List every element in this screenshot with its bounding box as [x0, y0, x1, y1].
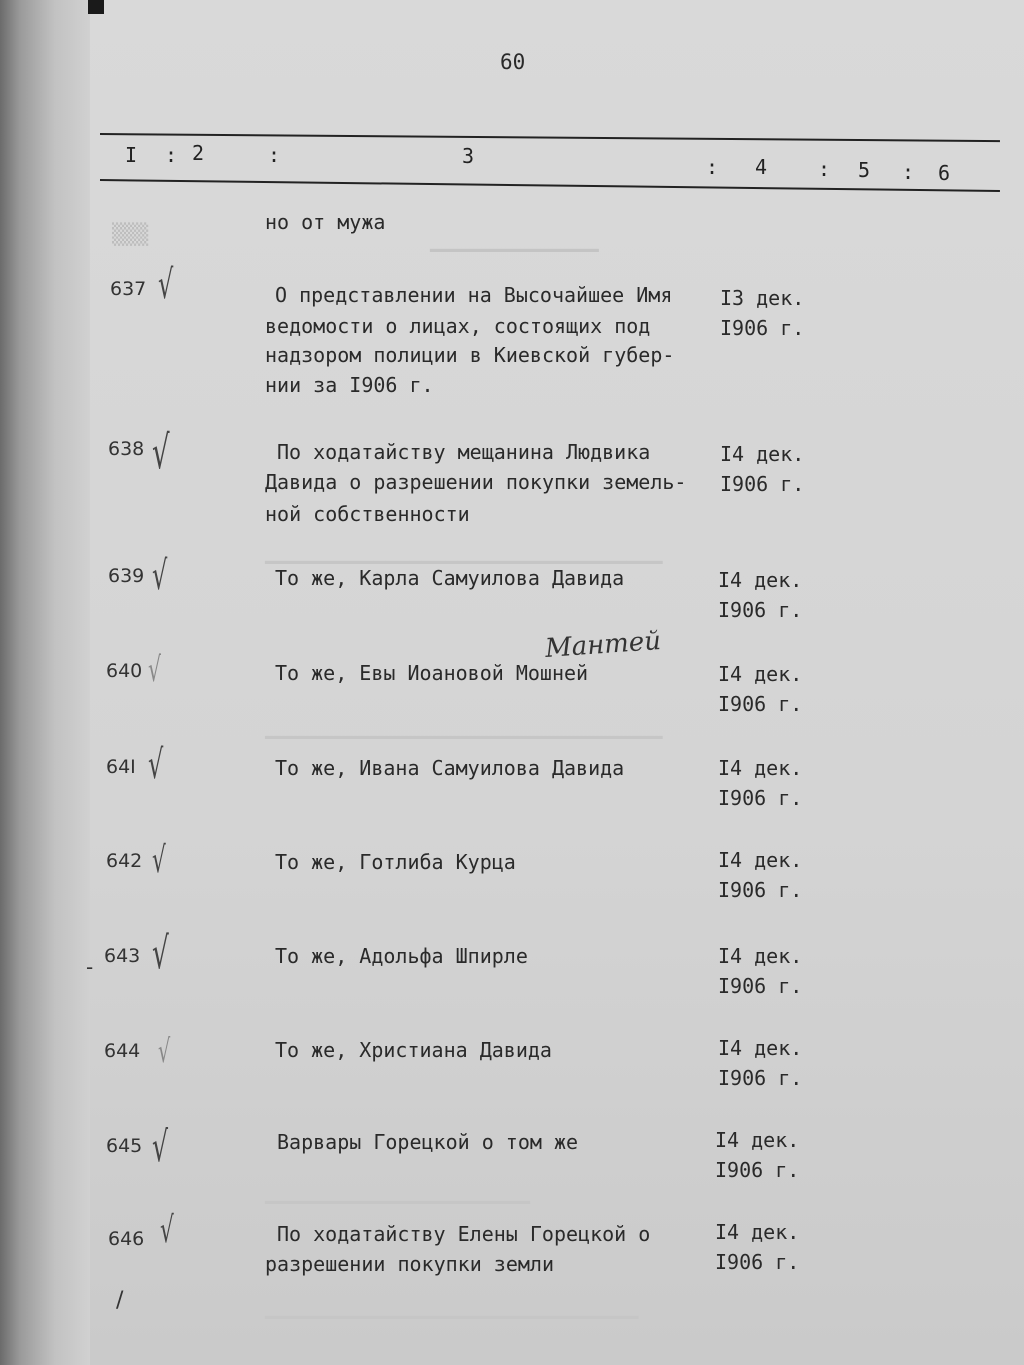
- bleed-through: ▁▁▁▁▁▁▁▁▁▁▁▁▁▁▁▁▁▁▁▁▁▁▁▁▁▁▁▁▁▁▁▁▁: [265, 540, 663, 564]
- entry-number: 638: [108, 438, 145, 460]
- entry-title-line: То же, Христиана Давида: [275, 1038, 552, 1062]
- bleed-through: ▁▁▁▁▁▁▁▁▁▁▁▁▁▁▁▁▁▁▁▁▁▁▁▁▁▁▁▁▁▁▁: [265, 1295, 639, 1319]
- entry-title-line: нии за I906 г.: [265, 373, 434, 397]
- page-binding-shadow: [0, 0, 95, 1365]
- entry-title-line: То же, Евы Иоановой Мошней: [275, 661, 589, 685]
- entry-number: 640: [106, 660, 143, 682]
- entry-date-day: I4 дек.: [718, 568, 803, 592]
- column-separator: :: [268, 143, 281, 167]
- entry-number: 644: [104, 1040, 141, 1062]
- entry-date-year: I906 г.: [715, 1250, 800, 1274]
- entry-date-year: I906 г.: [720, 472, 805, 496]
- column-separator: :: [902, 160, 915, 184]
- entry-date-day: I4 дек.: [718, 848, 803, 872]
- entry-date-day: I3 дек.: [720, 286, 805, 310]
- column-separator: :: [165, 143, 178, 167]
- column-header-1: I: [125, 143, 138, 167]
- entry-title-line: Варвары Горецкой о том же: [277, 1130, 579, 1154]
- entry-title-line: По ходатайству Елены Горецкой о: [277, 1222, 651, 1246]
- entry-date-year: I906 г.: [718, 1066, 803, 1090]
- page-number: 60: [500, 50, 526, 74]
- column-separator: :: [706, 155, 719, 179]
- entry-number: 643: [104, 945, 141, 967]
- checkmark-icon: √: [158, 262, 174, 308]
- entry-date-day: I4 дек.: [718, 662, 803, 686]
- entry-date-day: I4 дек.: [715, 1220, 800, 1244]
- entry-title-line: По ходатайству мещанина Людвика: [277, 440, 651, 464]
- checkmark-icon: √: [152, 425, 170, 479]
- checkmark-icon: √: [152, 928, 169, 979]
- entry-title-line: То же, Готлиба Курца: [275, 850, 516, 874]
- entry-date-year: I906 г.: [718, 692, 803, 716]
- checkmark-icon: √: [152, 1122, 169, 1171]
- entry-date-year: I906 г.: [718, 786, 803, 810]
- bleed-through: ▁▁▁▁▁▁▁▁▁▁▁▁▁▁▁▁▁▁▁▁▁▁: [265, 1180, 530, 1204]
- entry-number: 637: [110, 278, 147, 300]
- checkmark-icon: √: [152, 553, 168, 599]
- column-header-3: 3: [462, 144, 475, 168]
- entry-title-line: разрешении покупки земли: [265, 1252, 554, 1276]
- handwritten-annotation: Мантей: [544, 625, 662, 665]
- checkmark-icon: √: [158, 1032, 171, 1070]
- entry-title-line: То же, Адольфа Шпирле: [275, 944, 528, 968]
- stray-mark: -: [86, 955, 94, 979]
- corner-mark: [88, 0, 104, 14]
- entry-date-year: I906 г.: [720, 316, 805, 340]
- entry-title-line: надзором полиции в Киевской губер-: [265, 343, 675, 367]
- checkmark-icon: √: [148, 742, 164, 788]
- entry-number: 645: [106, 1135, 143, 1157]
- entry-title-line: То же, Карла Самуилова Давида: [275, 566, 625, 590]
- continuation-text: но от мужа: [265, 210, 386, 234]
- entry-number: 646: [108, 1228, 145, 1250]
- entry-date-day: I4 дек.: [718, 756, 803, 780]
- checkmark-icon: √: [148, 650, 162, 690]
- entry-date-year: I906 г.: [715, 1158, 800, 1182]
- stray-mark: /: [116, 1288, 124, 1313]
- column-header-5: 5: [858, 158, 871, 182]
- entry-date-year: I906 г.: [718, 878, 803, 902]
- entry-date-year: I906 г.: [718, 974, 803, 998]
- entry-title-line: ведомости о лицах, состоящих под: [265, 314, 651, 338]
- checkmark-icon: √: [152, 840, 166, 881]
- entry-number: 64I: [106, 756, 136, 778]
- entry-number: 642: [106, 850, 143, 872]
- column-separator: :: [818, 157, 831, 181]
- entry-date-day: I4 дек.: [718, 1036, 803, 1060]
- entry-title-line: ной собственности: [265, 502, 470, 526]
- checkmark-icon: √: [160, 1210, 174, 1251]
- bleed-through: ▁▁▁▁▁▁▁▁▁▁▁▁▁▁: [430, 228, 599, 252]
- bleed-through: ▒▒▒: [112, 222, 149, 246]
- entry-number: 639: [108, 565, 145, 587]
- entry-date-day: I4 дек.: [718, 944, 803, 968]
- entry-date-day: I4 дек.: [720, 442, 805, 466]
- entry-date-day: I4 дек.: [715, 1128, 800, 1152]
- entry-title-line: Давида о разрешении покупки земель-: [265, 470, 687, 494]
- column-header-4: 4: [755, 155, 768, 179]
- bleed-through: ▁▁▁▁▁▁▁▁▁▁▁▁▁▁▁▁▁▁▁▁▁▁▁▁▁▁▁▁▁▁▁▁▁: [265, 715, 663, 739]
- column-header-2: 2: [192, 141, 205, 165]
- entry-title-line: О представлении на Высочайшее Имя: [275, 283, 673, 307]
- entry-date-year: I906 г.: [718, 598, 803, 622]
- entry-title-line: То же, Ивана Самуилова Давида: [275, 756, 625, 780]
- column-header-6: 6: [938, 161, 951, 185]
